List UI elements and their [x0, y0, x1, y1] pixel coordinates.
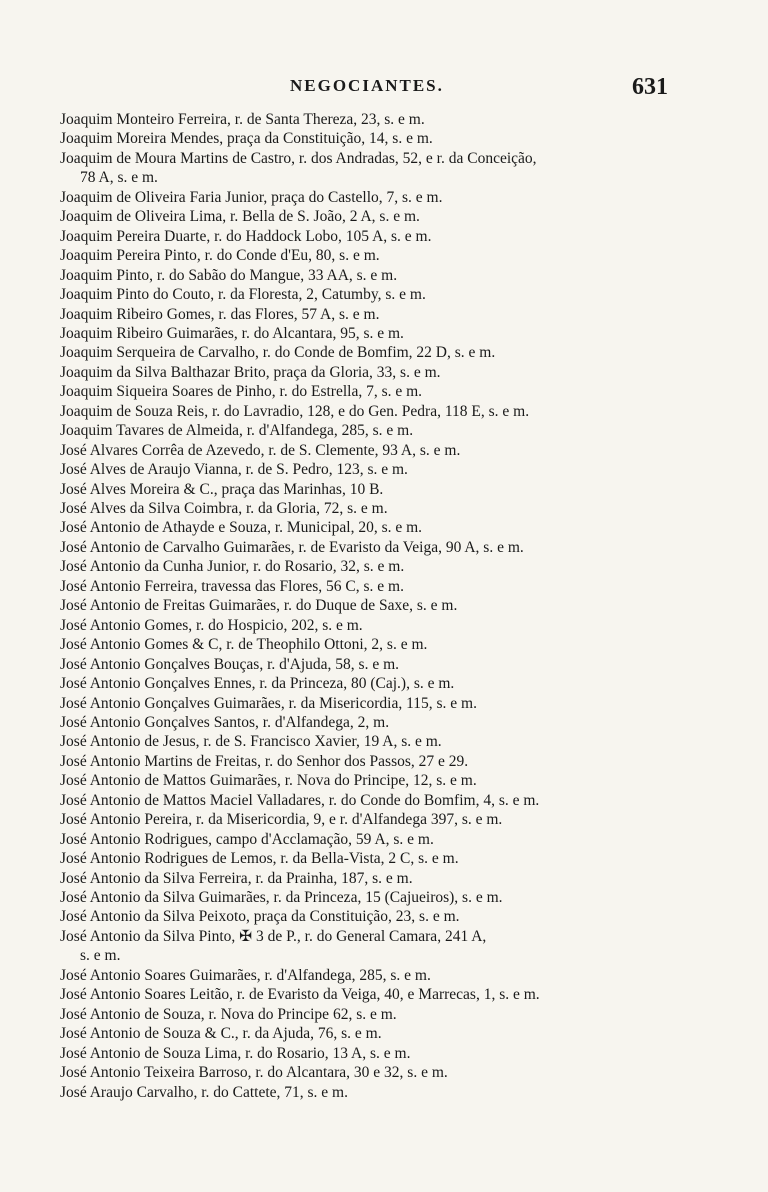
- merchant-entry: José Antonio Gonçalves Santos, r. d'Alfandega, 2, m.: [60, 713, 390, 731]
- merchant-entry: José Antonio Ferreira, travessa das Flores, 56 C, s. e m.: [60, 577, 404, 595]
- entry-continuation: s. e m.: [80, 947, 121, 965]
- merchant-entry: José Antonio de Carvalho Guimarães, r. de Evaristo da Veiga, 90 A, s. e m.: [60, 538, 524, 556]
- merchant-entry: Joaquim Pereira Pinto, r. do Conde d'Eu, 80, s. e m.: [60, 247, 380, 265]
- merchant-entry: José Antonio de Freitas Guimarães, r. do Duque de Saxe, s. e m.: [60, 597, 458, 615]
- merchant-entry: José Antonio de Souza, r. Nova do Principe 62, s. e m.: [60, 1005, 397, 1023]
- merchant-entry: José Antonio de Mattos Guimarães, r. Nova do Principe, 12, s. e m.: [60, 772, 477, 790]
- merchant-entry: José Antonio Teixeira Barroso, r. do Alcantara, 30 e 32, s. e m.: [60, 1064, 448, 1082]
- merchant-entry: Joaquim Siqueira Soares de Pinho, r. do Estrella, 7, s. e m.: [60, 383, 423, 401]
- merchant-entry: José Alves de Araujo Vianna, r. de S. Pedro, 123, s. e m.: [60, 461, 408, 479]
- merchant-entry: José Antonio Rodrigues de Lemos, r. da Bella-Vista, 2 C, s. e m.: [60, 850, 459, 868]
- entry-continuation: 78 A, s. e m.: [80, 169, 158, 187]
- merchant-entry: José Antonio de Athayde e Souza, r. Municipal, 20, s. e m.: [60, 519, 423, 537]
- merchant-entry: José Antonio da Silva Guimarães, r. da Princeza, 15 (Cajueiros), s. e m.: [60, 889, 503, 906]
- merchant-entry: José Antonio da Silva Peixoto, praça da Constituição, 23, s. e m.: [60, 908, 460, 926]
- running-title: NEGOCIANTES.: [290, 76, 444, 95]
- merchant-entry: José Antonio Gonçalves Ennes, r. da Princeza, 80 (Caj.), s. e m.: [60, 675, 455, 693]
- merchant-entry: Joaquim Pereira Duarte, r. do Haddock Lobo, 105 A, s. e m.: [60, 227, 432, 245]
- merchant-entry: José Antonio de Jesus, r. de S. Francisco Xavier, 19 A, s. e m.: [60, 733, 442, 751]
- page-header: [0, 76, 768, 102]
- merchant-entry: José Alves Moreira & C., praça das Marinhas, 10 B.: [60, 480, 384, 498]
- merchant-entry: José Antonio de Mattos Maciel Valladares, r. do Conde do Bomfim, 4, s. e m.: [60, 791, 540, 809]
- merchant-entry: Joaquim de Moura Martins de Castro, r. dos Andradas, 52, e r. da Conceição,: [60, 149, 537, 167]
- merchant-entry: José Antonio Martins de Freitas, r. do Senhor dos Passos, 27 e 29.: [60, 752, 469, 770]
- merchant-entry: José Araujo Carvalho, r. do Cattete, 71, s. e m.: [60, 1083, 348, 1101]
- page-number: 631: [632, 74, 668, 100]
- merchant-entry: José Antonio da Silva Ferreira, r. da Prainha, 187, s. e m.: [60, 869, 413, 887]
- merchant-entry: José Antonio Soares Leitão, r. de Evaristo da Veiga, 40, e Marrecas, 1, s. e m.: [60, 986, 540, 1004]
- merchant-entry: Joaquim da Silva Balthazar Brito, praça da Gloria, 33, s. e m.: [60, 363, 441, 381]
- merchant-entry: José Antonio de Souza Lima, r. do Rosario, 13 A, s. e m.: [60, 1044, 411, 1062]
- merchant-entry: José Antonio Gomes & C, r. de Theophilo Ottoni, 2, s. e m.: [60, 636, 428, 654]
- merchant-entry: José Antonio Gonçalves Guimarães, r. da Misericordia, 115, s. e m.: [60, 694, 477, 712]
- merchant-entry: Joaquim Monteiro Ferreira, r. de Santa Thereza, 23, s. e m.: [60, 111, 425, 128]
- merchant-entry: Joaquim Ribeiro Guimarães, r. do Alcantara, 95, s. e m.: [60, 324, 404, 342]
- merchant-entry: José Antonio Gomes, r. do Hospicio, 202, s. e m.: [60, 616, 363, 634]
- merchant-entry: José Antonio da Cunha Junior, r. do Rosario, 32, s. e m.: [60, 558, 405, 576]
- merchant-entry: José Antonio Rodrigues, campo d'Acclamação, 59 A, s. e m.: [60, 830, 434, 848]
- merchant-entry: Joaquim Pinto do Couto, r. da Floresta, 2, Catumby, s. e m.: [60, 286, 426, 304]
- merchant-entry: Joaquim de Oliveira Lima, r. Bella de S. João, 2 A, s. e m.: [60, 208, 420, 226]
- merchant-entry: Joaquim Moreira Mendes, praça da Constituição, 14, s. e m.: [60, 130, 433, 148]
- merchant-entry: Joaquim de Oliveira Faria Junior, praça do Castello, 7, s. e m.: [60, 188, 443, 206]
- merchant-entry: José Antonio Pereira, r. da Misericordia, 9, e r. d'Alfandega 397, s. e m.: [60, 811, 503, 829]
- merchant-entry: José Antonio de Souza & C., r. da Ajuda, 76, s. e m.: [60, 1025, 382, 1043]
- merchant-entry: Joaquim Tavares de Almeida, r. d'Alfandega, 285, s. e m.: [60, 422, 414, 440]
- merchant-entry: José Alves da Silva Coimbra, r. da Gloria, 72, s. e m.: [60, 500, 388, 517]
- merchant-entry: Joaquim de Souza Reis, r. do Lavradio, 128, e do Gen. Pedra, 118 E, s. e m.: [60, 402, 530, 420]
- merchant-entry: Joaquim Pinto, r. do Sabão do Mangue, 33 AA, s. e m.: [60, 266, 398, 284]
- merchant-entry: José Antonio Gonçalves Bouças, r. d'Ajuda, 58, s. e m.: [60, 655, 400, 673]
- merchant-entry: José Antonio Soares Guimarães, r. d'Alfandega, 285, s. e m.: [60, 966, 431, 984]
- merchant-entry: Joaquim Serqueira de Carvalho, r. do Conde de Bomfim, 22 D, s. e m.: [60, 344, 496, 362]
- merchant-entry: Joaquim Ribeiro Gomes, r. das Flores, 57 A, s. e m.: [60, 305, 380, 323]
- merchant-entry: José Antonio da Silva Pinto, ✠ 3 de P., r. do General Camara, 241 A,: [60, 927, 487, 945]
- merchant-entry: José Alvares Corrêa de Azevedo, r. de S. Clemente, 93 A, s. e m.: [60, 441, 461, 459]
